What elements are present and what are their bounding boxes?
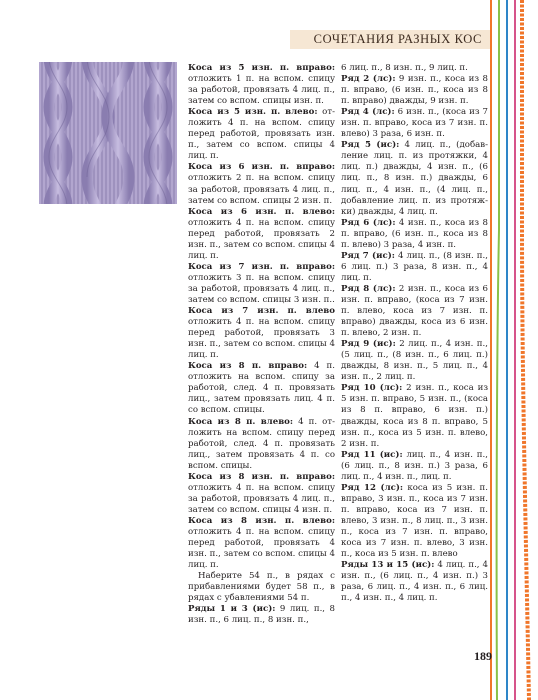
- instruction-text: 2 изн. п., коса из 6 изн. п. вправо, (коса из 7 изн. п. влево, коса из 7 изн. п. вправо) дважды, коса из 6 изн. п. влево, 2 изн. п.: [341, 283, 488, 339]
- instruction-lead: Коса из 5 изн. п. вправо:: [188, 63, 335, 73]
- cable-pattern-illustration: [39, 62, 177, 204]
- instruction-text: коса из 5 изн. п. вправо, 3 изн. п., коса из 7 изн. п. вправо, коса из 7 изн. п. влево, 3 изн. п., 8 лиц. п., 3 изн. п., коса из 7 изн. п. вправо, коса из 7 изн. п. влево, 3 изн. п., коса из 5 изн. п. влево: [341, 482, 489, 560]
- instruction-paragraph: [188, 361, 335, 416]
- instruction-text: отложить 4 п. на вспом. спицу перед работой, провязать 2 изн. п., затем со вспом. спицы 4 лиц. п.: [188, 217, 335, 261]
- instruction-paragraph: [188, 306, 335, 361]
- instruction-text: отложить 3 п. на вспом. спицу за работой, провязать 4 лиц. п., затем со вспом. спицы 3 изн. п..: [188, 272, 335, 305]
- instruction-text: 4 п. отложить на вспом. спицу за работой, след. 4 п. провязать лиц., затем провязать лиц. 4 п. со вспом. спицы.: [188, 361, 335, 416]
- page-section-title: СОЧЕТАНИЯ РАЗНЫХ КОС: [313, 32, 482, 46]
- knitted-cable-swatch-image: [39, 62, 177, 204]
- instruction-paragraph: [341, 284, 488, 339]
- instruction-paragraph: [341, 560, 488, 604]
- instruction-text: 4 лиц. п., (8 изн. п., 6 лиц. п.) 3 раза, 8 изн. п., 4 лиц. п.: [341, 250, 488, 283]
- instruction-text: отложить 2 п. на вспом. спицу за работой, провязать 4 лиц. п., затем со вспом. спицы 2 изн. п.: [188, 173, 335, 206]
- instruction-paragraph: [188, 107, 335, 162]
- instruction-paragraph: [341, 483, 488, 560]
- instruction-paragraph: [188, 63, 335, 107]
- orange-yarn-stripe: [522, 0, 529, 700]
- instruction-text: отложить 4 п. на вспом. спицу за работой, провязать 4 лиц. п., затем со вспом. спицы 4 изн. п.: [188, 482, 335, 515]
- instruction-paragraph: [188, 417, 335, 472]
- instruction-lead: Коса из 7 изн. п. влево: [188, 306, 335, 317]
- page-number: 189: [474, 649, 492, 663]
- instruction-text: 4 лиц. п., 4 изн. п., (6 лиц. п., 4 изн. п.) 3 раза, 6 лиц. п., 4 изн. п., 6 лиц. п., 4 изн. п., 4 лиц. п.: [341, 560, 489, 604]
- instruction-lead: Ряд 4 (лс):: [341, 107, 395, 118]
- instruction-text: 4 изн. п., коса из 8 п. вправо, (6 изн. п., коса из 8 п. влево) 3 раза, 4 изн. п.: [341, 217, 488, 250]
- instruction-text: отложить 4 п. на вспом. спицу перед работой, провязать 4 изн. п., затем со вспом. спицы 4 лиц. п.: [188, 526, 335, 571]
- instruction-lead: Коса из 6 изн. п. вправо:: [188, 162, 335, 173]
- instruction-text: Наберите 54 п., в рядах с прибавлениями будет 58 п., в рядах с убавлениями 54 п.: [188, 571, 335, 604]
- instruction-paragraph: [341, 251, 488, 284]
- instruction-lead: Ряды 1 и 3 (ис):: [188, 604, 276, 615]
- instruction-lead: Коса из 6 изн. п. влево:: [188, 206, 335, 217]
- green-stripe: [497, 0, 499, 700]
- instruction-paragraph: [341, 74, 488, 107]
- instruction-paragraph: [188, 207, 335, 262]
- instruction-paragraph: [188, 472, 335, 516]
- instruction-lead: Ряд 11 (ис):: [341, 449, 403, 460]
- instruction-paragraph: [341, 107, 488, 140]
- instruction-text: 4 п. отложить на вспом. спицу перед работой, след. 4 п. провязать лиц., затем провязать 4 п. со вспом. спицы.: [188, 416, 336, 471]
- instruction-lead: Коса из 7 изн. п. вправо:: [188, 261, 335, 272]
- instruction-text: отложить 4 п. на вспом. спицу перед работой, провязать 3 изн. п., затем со вспом. спицы 4 лиц. п.: [188, 317, 335, 361]
- instruction-paragraph: [341, 450, 488, 483]
- instruction-paragraph: [188, 604, 335, 626]
- instruction-paragraph: [188, 571, 335, 604]
- instruction-lead: Ряд 7 (ис):: [341, 250, 395, 261]
- instruction-paragraph: [341, 383, 488, 449]
- instruction-text: отложить 4 п. на вспом. спицу перед работой, провязать изн. п., затем со вспом. спицы 4 лиц. п.: [188, 107, 335, 162]
- instruction-lead: Ряд 12 (лс):: [341, 482, 404, 493]
- instruction-text: 9 изн. п., коса из 8 п. вправо, (6 изн. п., коса из 8 п. вправо) дважды, 9 изн. п.: [341, 74, 488, 107]
- instruction-paragraph: [341, 140, 488, 217]
- instruction-paragraph: [341, 63, 488, 74]
- instruction-lead: Ряд 2 (лс):: [341, 74, 396, 85]
- instruction-text: 2 изн. п., коса из 5 изн. п. вправо, 5 изн. п., (коса из 8 п. вправо, 6 изн. п.) дважды, коса из 8 п. вправо, 5 изн. п., коса из 5 изн. п. влево, 2 изн. п.: [341, 383, 489, 449]
- instruction-text: 2 лиц. п., 4 изн. п., (5 лиц. п., (8 изн. п., 6 лиц. п.) дважды, 8 изн. п., 5 лиц. п., 4 изн. п., 2 лиц. п.: [341, 339, 488, 383]
- instruction-lead: Ряд 6 (лс):: [341, 217, 396, 228]
- instruction-text: 9 лиц. п., 8 изн. п., 6 лиц. п., 8 изн. п.,: [188, 604, 335, 626]
- instruction-lead: Ряд 10 (лс):: [341, 383, 403, 394]
- instructions-left-column: [188, 63, 335, 626]
- instruction-text: лиц. п., 4 изн. п., (6 лиц. п., 8 изн. п.) 3 раза, 6 лиц. п., 4 изн. п., лиц. п.: [341, 449, 488, 482]
- instruction-lead: Ряды 13 и 15 (ис):: [341, 560, 435, 571]
- instruction-paragraph: [188, 516, 335, 571]
- instruction-lead: Коса из 8 п. влево:: [188, 416, 294, 427]
- instruction-text: 4 лиц. п., (добавление лиц. п. из протяжки, 4 лиц. п.) дважды, 4 изн. п., (6 лиц. п., 8 изн. п.) дважды, 6 лиц. п., 4 изн. п., (4 лиц. п., добавление лиц. п. из протяжки) дважды, 4 лиц. п.: [341, 140, 488, 217]
- instruction-lead: Коса из 8 изн. п. влево:: [188, 515, 335, 526]
- instruction-lead: Коса из 8 п. вправо:: [188, 361, 308, 372]
- instruction-lead: Ряд 9 (ис):: [341, 339, 396, 350]
- instruction-text: 6 лиц. п., 8 изн. п., 9 лиц. п.: [341, 63, 468, 73]
- instruction-paragraph: [188, 262, 335, 306]
- instruction-lead: Коса из 8 изн. п. вправо:: [188, 471, 335, 482]
- instruction-lead: Ряд 8 (лс):: [341, 283, 396, 294]
- instruction-paragraph: [341, 218, 488, 251]
- instruction-lead: Коса из 5 изн. п. влево:: [188, 107, 318, 118]
- instruction-paragraph: [188, 162, 335, 206]
- instruction-text: отложить 1 п. на вспом. спицу за работой, провязать 4 лиц. п., затем со вспом. спицы изн. п.: [188, 74, 335, 107]
- instruction-lead: Ряд 5 (ис):: [341, 140, 400, 151]
- instructions-right-column: [341, 63, 488, 604]
- instruction-text: 6 изн. п., (коса из 7 изн. п. вправо, коса из 7 изн. п. влево) 3 раза, 6 изн. п.: [341, 107, 488, 140]
- instruction-paragraph: [341, 339, 488, 383]
